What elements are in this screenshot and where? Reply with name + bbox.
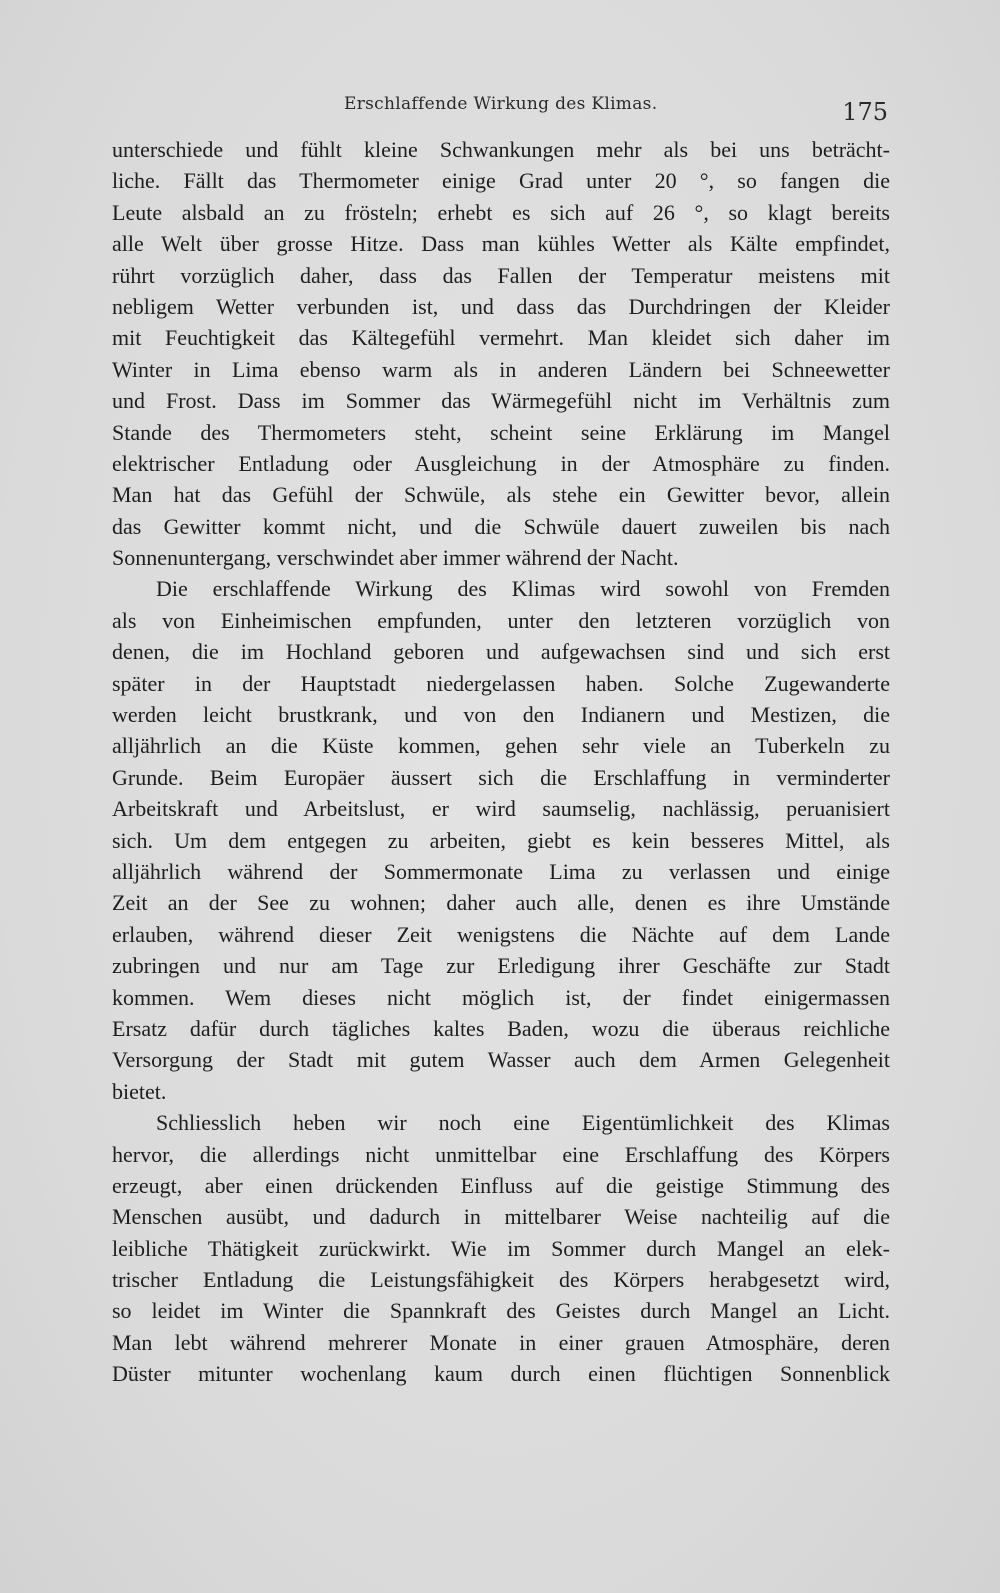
text-line: rührt vorzüglich daher, dass das Fallen der Temperatur meistens mit: [112, 262, 890, 288]
text-line: Zeit an der See zu wohnen; daher auch alle, denen es ihre Umstände: [112, 890, 890, 916]
text-line: Man lebt während mehrerer Monate in einer grauen Atmosphäre, deren: [112, 1329, 890, 1355]
text-line: das Gewitter kommt nicht, und die Schwüle dauert zuweilen bis nach: [112, 513, 890, 539]
text-line: trischer Entladung die Leistungsfähigkeit des Körpers herabgesetzt wird,: [112, 1267, 890, 1293]
text-line: Düster mitunter wochenlang kaum durch einen flüchtigen Sonnenblick: [112, 1361, 890, 1387]
text-line: elektrischer Entladung oder Ausgleichung in der Atmosphäre zu finden.: [112, 450, 890, 476]
text-line: Man hat das Gefühl der Schwüle, als stehe ein Gewitter bevor, allein: [112, 482, 890, 508]
text-line: Leute alsbald an zu frösteln; erhebt es sich auf 26 °, so klagt bereits: [112, 199, 890, 225]
text-line: als von Einheimischen empfunden, unter den letzteren vorzüglich von: [112, 607, 890, 633]
text-line: alle Welt über grosse Hitze. Dass man kühles Wetter als Kälte empfindet,: [112, 231, 890, 257]
text-line: erzeugt, aber einen drückenden Einfluss auf die geistige Stimmung des: [112, 1172, 890, 1198]
text-line: und Frost. Dass im Sommer das Wärmegefühl nicht im Verhältnis zum: [112, 388, 890, 414]
text-line: liche. Fällt das Thermometer einige Grad unter 20 °, so fangen die: [112, 168, 890, 194]
text-line: Menschen ausübt, und dadurch in mittelbarer Weise nachteilig auf die: [112, 1204, 890, 1230]
text-line: später in der Hauptstadt niedergelassen haben. Solche Zugewanderte: [112, 670, 890, 696]
text-line: Schliesslich heben wir noch eine Eigentümlichkeit des Klimas: [156, 1110, 890, 1136]
text-line: Die erschlaffende Wirkung des Klimas wird sowohl von Fremden: [156, 576, 890, 602]
text-line: mit Feuchtigkeit das Kältegefühl vermehrt. Man kleidet sich daher im: [112, 325, 890, 351]
text-line: kommen. Wem dieses nicht möglich ist, der findet einigermassen: [112, 984, 890, 1010]
text-line: Stande des Thermometers steht, scheint seine Erklärung im Mangel: [112, 419, 890, 445]
body-text: [112, 134, 890, 1390]
text-line: alljährlich während der Sommermonate Lima zu verlassen und einige: [112, 858, 890, 884]
text-line: Versorgung der Stadt mit gutem Wasser auch dem Armen Gelegenheit: [112, 1047, 890, 1073]
text-line: zubringen und nur am Tage zur Erledigung ihrer Geschäfte zur Stadt: [112, 953, 890, 979]
text-line: so leidet im Winter die Spannkraft des Geistes durch Mangel an Licht.: [112, 1298, 890, 1324]
text-line: Arbeitskraft und Arbeitslust, er wird saumselig, nachlässig, peruanisiert: [112, 796, 890, 822]
text-line: werden leicht brustkrank, und von den Indianern und Mestizen, die: [112, 702, 890, 728]
text-line: Winter in Lima ebenso warm als in anderen Ländern bei Schneewetter: [112, 356, 890, 382]
text-line: Sonnenuntergang, verschwindet aber immer während der Nacht.: [112, 545, 679, 571]
running-head: [112, 94, 888, 130]
text-line: hervor, die allerdings nicht unmittelbar eine Erschlaffung des Körpers: [112, 1141, 890, 1167]
text-line: denen, die im Hochland geboren und aufgewachsen sind und sich erst: [112, 639, 890, 665]
text-line: erlauben, während dieser Zeit wenigstens die Nächte auf dem Lande: [112, 921, 890, 947]
text-line: leibliche Thätigkeit zurückwirkt. Wie im Sommer durch Mangel an elek-: [112, 1235, 890, 1261]
text-line: unterschiede und fühlt kleine Schwankungen mehr als bei uns beträcht-: [112, 137, 890, 162]
running-title: Erschlaffende Wirkung des Klimas.: [344, 94, 658, 114]
text-line: Grunde. Beim Europäer äussert sich die Erschlaffung in verminderter: [112, 764, 890, 790]
text-line: sich. Um dem entgegen zu arbeiten, giebt es kein besseres Mittel, als: [112, 827, 890, 853]
text-line: nebligem Wetter verbunden ist, und dass das Durchdringen der Kleider: [112, 293, 890, 319]
text-line: Ersatz dafür durch tägliches kaltes Baden, wozu die überaus reichliche: [112, 1015, 890, 1041]
text-line: alljährlich an die Küste kommen, gehen sehr viele an Tuberkeln zu: [112, 733, 890, 759]
page-number: 175: [842, 98, 888, 126]
text-line: bietet.: [112, 1078, 167, 1104]
